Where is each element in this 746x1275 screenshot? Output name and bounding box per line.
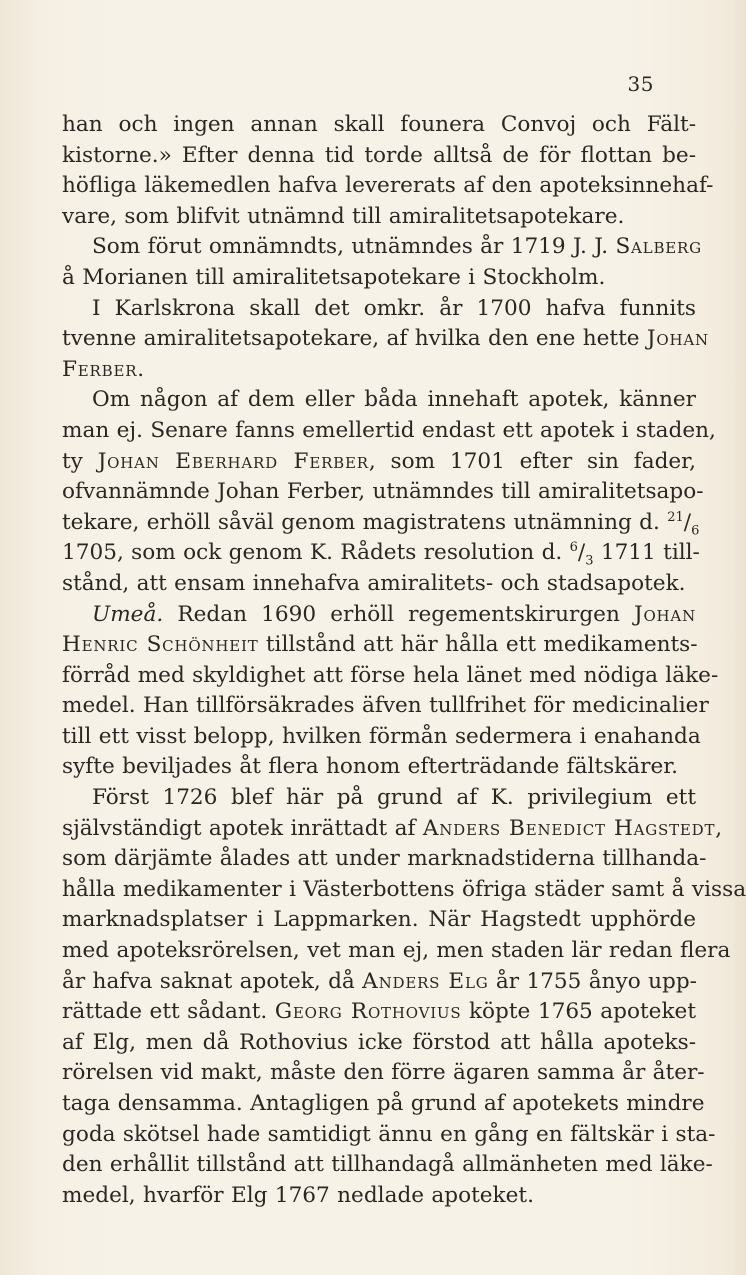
text-line <box>62 232 702 263</box>
text-span: köpte 1765 apoteket <box>461 999 697 1025</box>
text-line: med apoteksrörelsen, vet man ej, men staden lär redan flera <box>62 938 731 964</box>
text-span: rättade ett sådant. <box>62 999 275 1025</box>
text-line: hålla medikamenter i Västerbottens öfriga städer samt å vissa <box>62 876 746 902</box>
person-name: Johan <box>646 326 709 352</box>
person-name: Johan Eberhard Ferber <box>97 448 369 474</box>
text-line <box>62 447 696 478</box>
text-line <box>62 630 696 661</box>
text-line: ofvannämnde Johan Ferber, utnämndes till amiralitetsapo- <box>62 479 704 505</box>
text-line: medel, hvarför Elg 1767 nedlade apoteket. <box>62 1182 534 1208</box>
text-line: förråd med skyldighet att förse hela länet med nödiga läke- <box>62 662 719 688</box>
text-line: taga densamma. Antagligen på grund af apotekets mindre <box>62 1091 705 1116</box>
person-name: Johan <box>634 601 696 627</box>
text-line <box>62 814 723 845</box>
text-line: I Karlskrona skall det omkr. år 1700 hafva funnits <box>92 295 696 321</box>
text-line <box>62 600 696 631</box>
text-line: kistorne.» Efter denna tid torde alltså de för flottan be- <box>62 142 696 168</box>
text-span: självständigt apotek inrättadt af <box>62 815 423 841</box>
text-line <box>62 324 709 355</box>
person-name: Anders Benedict Hagstedt <box>422 815 716 841</box>
text-line: af Elg, men då Rothovius icke förstod att hålla apoteks- <box>62 1029 696 1055</box>
text-line: rörelsen vid makt, måste den förre ägaren samma år åter- <box>62 1060 705 1086</box>
text-line: å Morianen till amiralitetsapotekare i Stockholm. <box>62 264 606 290</box>
text-line: till ett visst belopp, hvilken förmån sedermera i enahanda <box>62 723 701 749</box>
text-line <box>62 997 696 1028</box>
text-span: Som förut omnämndts, utnämndes år 1719 J. J. <box>92 234 616 260</box>
text-line <box>62 967 696 998</box>
text-line: Om någon af dem eller båda innehaft apotek, känner <box>92 387 696 413</box>
text-span: , <box>715 815 723 841</box>
person-name: Salberg <box>615 234 702 260</box>
text-span: 1705, som ock genom K. Rådets resolution d. <box>62 540 570 566</box>
text-line: stånd, att ensam innehafva amiralitets- och stadsapotek. <box>62 570 686 596</box>
text-span: 1711 till- <box>593 540 700 566</box>
text-span: ty <box>62 448 98 474</box>
text-line: som därjämte ålades att under marknadstiderna tillhanda- <box>62 846 707 872</box>
text-line: vare, som blifvit utnämnd till amiralitetsapotekare. <box>62 203 625 229</box>
page-number: 35 <box>627 72 654 96</box>
text-line: medel. Han tillförsäkrades äfven tullfrihet för medicinalier <box>62 693 709 719</box>
date-month: 6 <box>691 523 700 539</box>
person-name: Ferber. <box>62 356 145 382</box>
date-slash: / <box>577 540 586 566</box>
date-slash: / <box>683 509 692 535</box>
text-line: höfliga läkemedlen hafva levererats af den apoteksinnehaf- <box>62 173 714 199</box>
text-line <box>62 355 696 386</box>
text-line <box>62 538 700 569</box>
text-span: tekare, erhöll såväl genom magistratens utnämning d. <box>62 509 668 535</box>
text-line: Först 1726 blef här på grund af K. privilegium ett <box>92 785 696 811</box>
text-line: den erhållit tillstånd att tillhandagå allmänheten med läke- <box>62 1152 713 1178</box>
person-name: Anders Elg <box>362 968 489 994</box>
text-span: Redan 1690 erhöll regementskirurgen <box>163 601 634 627</box>
date-day: 21 <box>667 509 684 525</box>
text-span: år 1755 ånyo upp- <box>488 968 697 994</box>
text-line: marknadsplatser i Lappmarken. När Hagstedt upphörde <box>62 907 696 933</box>
person-name: Henric Schönheit <box>62 632 259 658</box>
text-span: tillstånd att här hålla ett medikaments- <box>258 632 698 658</box>
text-span: , som 1701 efter sin fader, <box>368 448 696 474</box>
text-span: tvenne amiralitetsapotekare, af hvilka den ene hette <box>62 326 647 352</box>
date-month: 3 <box>585 553 594 569</box>
date-day: 6 <box>569 540 578 556</box>
text-line: goda skötsel hade samtidigt ännu en gång en fältskär i sta- <box>62 1121 716 1147</box>
text-line <box>62 508 700 539</box>
text-span: år hafva saknat apotek, då <box>62 968 363 994</box>
text-line: man ej. Senare fanns emellertid endast ett apotek i staden, <box>62 417 716 443</box>
text-line: syfte beviljades åt flera honom efterträdande fältskärer. <box>62 754 679 780</box>
place-name: Umeå. <box>92 601 164 627</box>
body-text <box>62 110 746 1211</box>
text-line: han och ingen annan skall founera Convoj och Fält- <box>62 112 696 137</box>
person-name: Georg Rothovius <box>274 999 462 1025</box>
